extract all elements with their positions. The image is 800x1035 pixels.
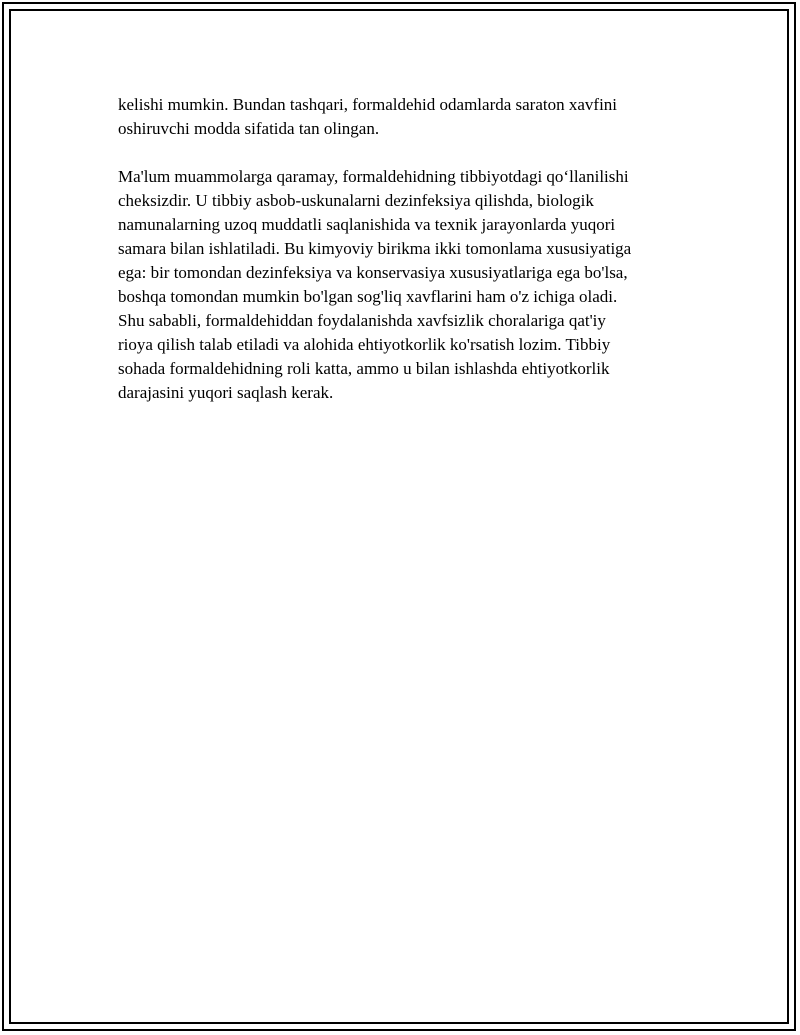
paragraph-continuation: kelishi mumkin. Bundan tashqari, formaldehid odamlarda saraton xavfini oshiruvchi modda sifatida tan olingan. — [118, 95, 618, 138]
document-body — [118, 93, 698, 429]
paragraph-formaldehyde-medical-use: Ma'lum muammolarga qaramay, formaldehidning tibbiyotdagi qo‘llanilishi cheksizdir. U tibbiy asbob-uskunalarni dezinfeksiya qilishda, biologik namunalarning uzoq muddatli saqlanishida va texnik jarayonlarda yuqori samara bilan ishlatiladi. Bu kimyoviy birikma ikki tomonlama xususiyatiga ega: bir tomondan dezinfeksiya va konservasiya xususiyatlariga ega bo'lsa, boshqa tomondan mumkin bo'lgan sog'liq xavflarini ham o'z ichiga oladi. Shu sababli, formaldehiddan foydalanishda xavfsizlik choralariga qat'iy rioya qilish talab etiladi va alohida ehtiyotkorlik ko'rsatish lozim. Tibbiy sohada formaldehidning roli katta, ammo u bilan ishlashda ehtiyotkorlik darajasini yuqori saqlash kerak. — [118, 167, 632, 402]
